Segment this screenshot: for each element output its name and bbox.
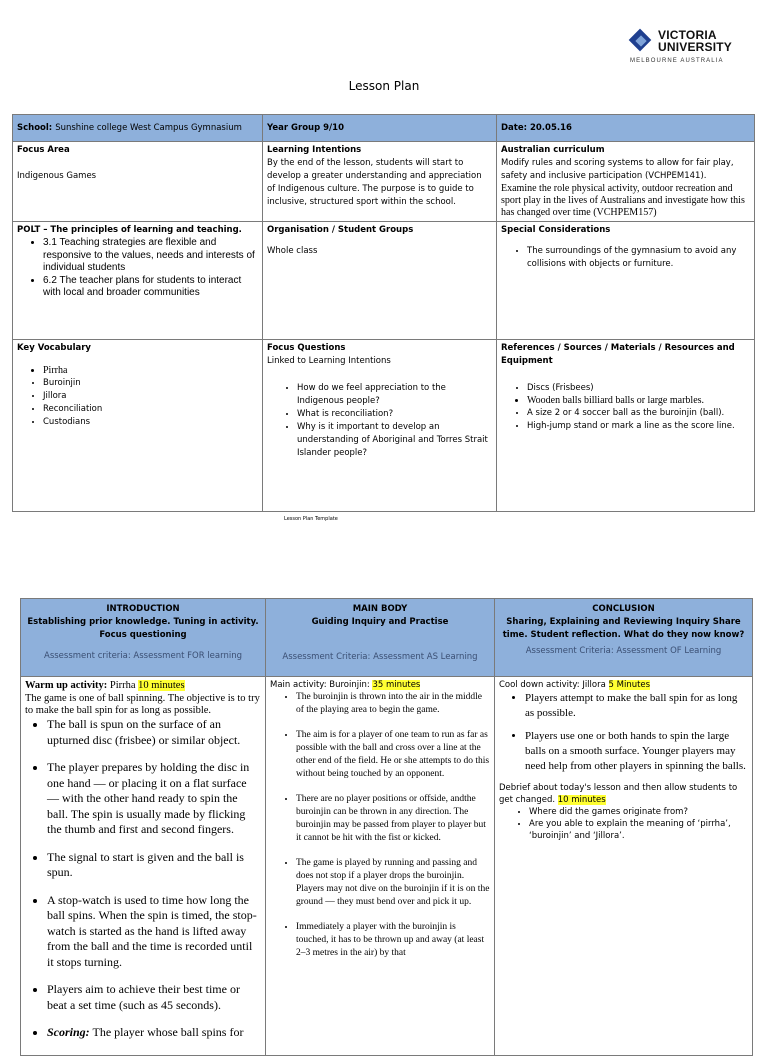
focus-questions-cell [263,340,497,512]
main-body-header [266,599,495,677]
template-footer: Lesson Plan Template [284,516,338,522]
focus-questions-sub: Linked to Learning Intentions [267,356,391,366]
conclusion-title: CONCLUSION [592,604,655,614]
lesson-info-table [12,114,755,512]
introduction-header [21,599,266,677]
vocab-item: • Pirrha [43,365,258,377]
main-activity-step: • Immediately a player with the buroinjin is touched, it has to be thrown up and away (at least 2–3 metres in the air) by that [296,921,490,960]
main-activity-step: • The buroinjin is thrown into the air in the middle of the playing area to begin the game. [296,691,490,717]
logo-tagline: MELBOURNE AUSTRALIA [630,58,724,64]
focus-question: • What is reconciliation? [297,408,492,421]
organisation-value: Whole class [267,246,318,256]
main-body-body [266,677,495,1056]
warmup-step: • The signal to start is given and the ball is spun. [47,850,261,881]
page-title: Lesson Plan [348,79,420,93]
warmup-time: 10 minutes [138,680,185,691]
warmup-heading: Warm up activity: Pirrha 10 minutes [25,680,185,691]
lesson-sequence-table [20,598,753,1056]
polt-item: • 6.2 The teacher plans for students to interact with local and broader communities [43,275,258,300]
conclusion-criteria: Assessment Criteria: Assessment OF Learning [525,646,722,656]
introduction-criteria: Assessment criteria: Assessment FOR learning [44,651,242,661]
polt-cell [13,222,263,340]
warmup-step: • The ball is spun on the surface of an upturned disc (frisbee) or similar object. [47,717,261,748]
main-activity-time: 35 minutes [372,680,421,690]
learning-intentions-cell [263,142,497,222]
conclusion-body [495,677,753,1056]
main-body-criteria: Assessment Criteria: Assessment AS Learning [282,652,478,662]
reference-item: • Wooden balls billiard balls or large marbles. [527,395,750,407]
polt-label: POLT – The principles of learning and teaching. [17,225,242,235]
curriculum-text-2: Examine the role physical activity, outdoor recreation and sport play in the lives of Australians and investigate how this has changed over time (VCHPEM157) [501,183,745,218]
introduction-subtitle: Establishing prior knowledge. Tuning in activity. Focus questioning [27,617,259,640]
organisation-label: Organisation / Student Groups [267,225,414,235]
special-considerations-cell [497,222,755,340]
debrief-text: Debrief about today's lesson and then allow students to get changed. 10 minutes [499,783,738,805]
learning-intentions-label: Learning Intentions [267,145,362,155]
vocab-item: • Jillora [43,390,258,403]
special-considerations-label: Special Considerations [501,225,611,235]
warmup-step: • A stop-watch is used to time how long the ball spins. When the spin is timed, the stop-watch is started as the hand is lifted away from the ball and the time is recorded until it stops turning. [47,893,261,971]
special-item: • The surroundings of the gymnasium to avoid any collisions with objects or furniture. [527,245,750,271]
references-cell [497,340,755,512]
focus-question: • Why is it important to develop an understanding of Aboriginal and Torres Strait Islander people? [297,421,492,460]
date-cell: Date: 20.05.16 [497,115,755,142]
vocabulary-label: Key Vocabulary [17,343,91,353]
focus-area-label: Focus Area [17,145,70,155]
debrief-question: • Are you able to explain the meaning of ‘pirrha’, ‘buroinjin’ and ‘Jillora’. [529,818,748,842]
victoria-university-logo [628,28,733,68]
debrief-time: 10 minutes [557,795,606,805]
main-body-subtitle: Guiding Inquiry and Practise [311,617,449,627]
conclusion-header [495,599,753,677]
references-label: References / Sources / Materials / Resources and Equipment [501,343,735,366]
focus-area-cell [13,142,263,222]
introduction-body [21,677,266,1056]
warmup-scoring: • Scoring: The player whose ball spins for [47,1025,261,1041]
vocab-item: • Custodians [43,416,258,429]
cooldown-step: • Players use one or both hands to spin the large balls on a smooth surface. Younger players may need help from other players in spinning the balls. [525,729,748,774]
debrief-question: • Where did the games originate from? [529,806,748,818]
cooldown-time: 5 Minutes [608,680,651,690]
introduction-title: INTRODUCTION [106,604,180,614]
cooldown-step: • Players attempt to make the ball spin for as long as possible. [525,691,748,721]
organisation-cell [263,222,497,340]
reference-item: • Discs (Frisbees) [527,382,750,395]
main-activity-step: • There are no player positions or offside, andthe buroinjin can be thrown in any direction. The buroinjin may be passed from player to player but it cannot be hit with the fist or kicked. [296,793,490,845]
logo-name: VICTORIA UNIVERSITY [658,28,733,54]
curriculum-cell [497,142,755,222]
polt-item: • 3.1 Teaching strategies are flexible and responsive to the values, needs and interests of individual students [43,237,258,275]
warmup-step: • The player prepares by holding the disc in one hand — or placing it on a flat surface — with the other hand ready to spin the ball. The spin is usually made by flicking the thumb and first and second fingers. [47,760,261,838]
year-group-cell: Year Group 9/10 [263,115,497,142]
vocab-item: • Buroinjin [43,377,258,390]
curriculum-text-1: Modify rules and scoring systems to allow for fair play, safety and inclusive participation (VCHPEM141). [501,158,734,181]
main-body-title: MAIN BODY [352,604,408,614]
focus-question: • How do we feel appreciation to the Indigenous people? [297,382,492,408]
learning-intentions-text: By the end of the lesson, students will start to develop a greater understanding and appreciation of Indigenous culture. The purpose is to guide to inclusive, structured sport within the school. [267,158,482,207]
reference-item: • High-jump stand or mark a line as the score line. [527,420,750,433]
warmup-intro: The game is one of ball spinning. The objective is to try to make the ball spin for as long as possible. [25,693,260,716]
school-cell: School: Sunshine college West Campus Gymnasium [13,115,263,142]
vocabulary-cell [13,340,263,512]
reference-item: • A size 2 or 4 soccer ball as the buroinjin (ball). [527,407,750,420]
main-activity-step: • The aim is for a player of one team to run as far as possible with the ball and cross over a line at the other end of the field. He or she attempts to do this without being touched by an opponent. [296,729,490,781]
conclusion-subtitle: Sharing, Explaining and Reviewing Inquiry Share time. Student reflection. What do they now know? [502,617,745,640]
focus-area-value: Indigenous Games [17,171,97,181]
vocab-item: • Reconciliation [43,403,258,416]
curriculum-label: Australian curriculum [501,145,605,155]
cooldown-heading: Cool down activity: Jillora 5 Minutes [499,680,651,690]
warmup-step: • Players aim to achieve their best time or beat a set time (such as 45 seconds). [47,982,261,1013]
focus-questions-label: Focus Questions [267,343,346,353]
main-activity-step: • The game is played by running and passing and does not stop if a player drops the buroinjin. Players may not dive on the buroinjin if it is on the ground — they must bend over and pick it up. [296,857,490,909]
main-activity-heading: Main activity: Buroinjin: 35 minutes [270,680,421,690]
